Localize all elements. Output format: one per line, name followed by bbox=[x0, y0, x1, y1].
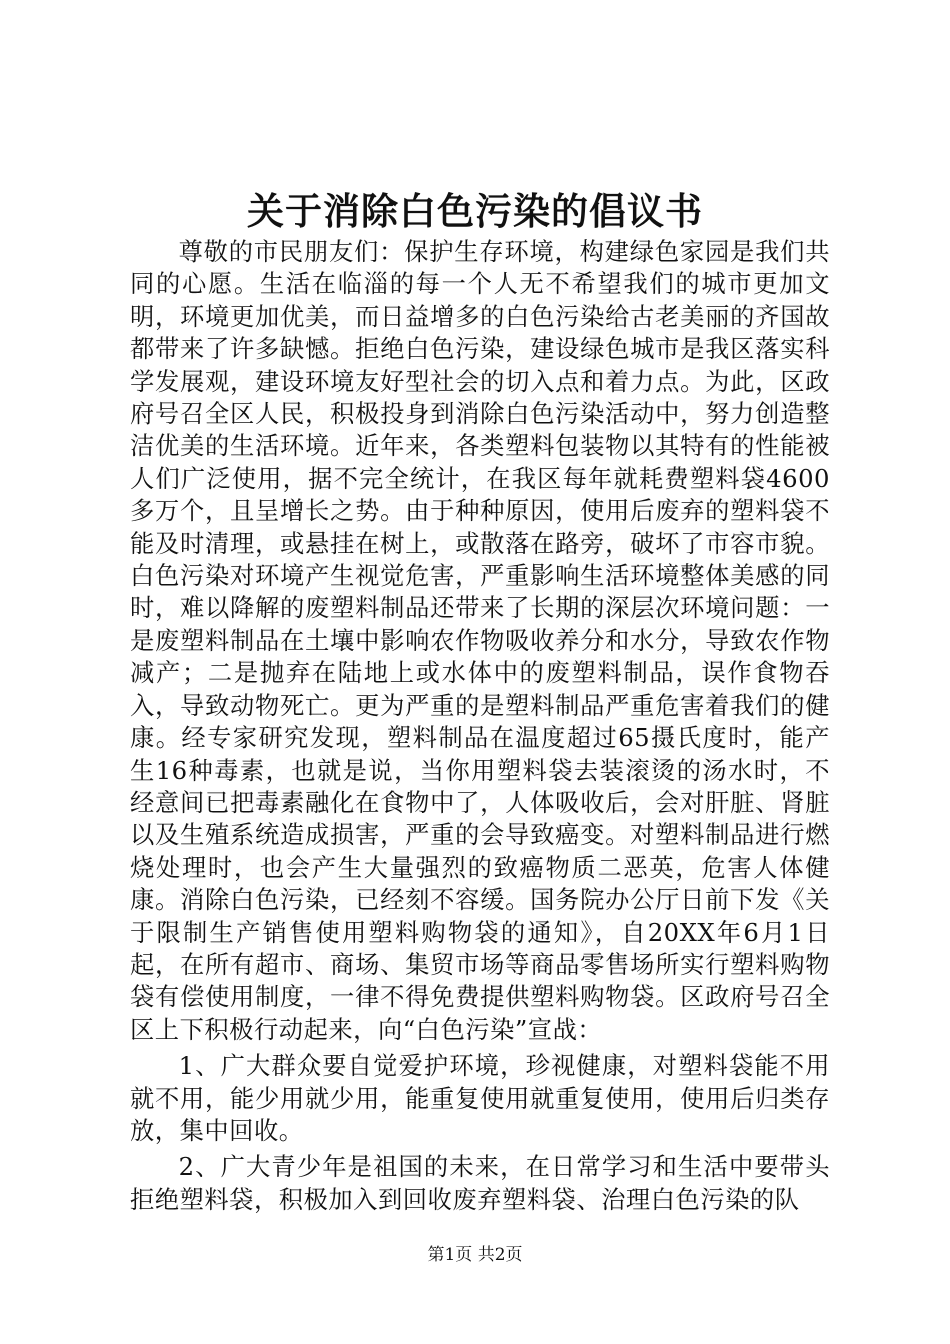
paragraph-intro: 尊敬的市民朋友们：保护生存环境，构建绿色家园是我们共同的心愿。生活在临淄的每一个人无不希望我们的城市更加文明，环境更加优美，而日益增多的白色污染给古老美丽的齐国故都带来了许多缺憾。拒绝白色污染，建设绿色城市是我区落实科学发展观，建设环境友好型社会的切入点和着力点。为此，区政府号召全区人民，积极投身到消除白色污染活动中，努力创造整洁优美的生活环境。近年来，各类塑料包装物以其特有的性能被人们广泛使用，据不完全统计，在我区每年就耗费塑料袋4600多万个，且呈增长之势。由于种种原因，使用后废弃的塑料袋不能及时清理，或悬挂在树上，或散落在路旁，破坏了市容市貌。白色污染对环境产生视觉危害，严重影响生活环境整体美感的同时，难以降解的废塑料制品还带来了长期的深层次环境问题：一是废塑料制品在土壤中影响农作物吸收养分和水分，导致农作物减产；二是抛弃在陆地上或水体中的废塑料制品，误作食物吞入，导致动物死亡。更为严重的是塑料制品严重危害着我们的健康。经专家研究发现，塑料制品在温度超过65摄氏度时，能产生16种毒素，也就是说，当你用塑料袋去装滚烫的汤水时，不经意间已把毒素融化在食物中了，人体吸收后，会对肝脏、肾脏以及生殖系统造成损害，严重的会导致癌变。对塑料制品进行燃烧处理时，也会产生大量强烈的致癌物质二恶英，危害人体健康。消除白色污染，已经刻不容缓。国务院办公厅日前下发《关于限制生产销售使用塑料购物袋的通知》，自20XX年6月1日起，在所有超市、商场、集贸市场等商品零售场所实行塑料购物袋有偿使用制度，一律不得免费提供塑料购物袋。区政府号召全区上下积极行动起来，向“白色污染”宣战： bbox=[130, 237, 830, 1044]
document-body bbox=[130, 236, 830, 1216]
paragraph-item-2: 2、广大青少年是祖国的未来，在日常学习和生活中要带头拒绝塑料袋，积极加入到回收废弃塑料袋、治理白色污染的队 bbox=[130, 1152, 830, 1214]
page-number: 第1页 共2页 bbox=[427, 1245, 523, 1265]
paragraph-item-1: 1、广大群众要自觉爱护环境，珍视健康，对塑料袋能不用就不用，能少用就少用，能重复使用就重复使用，使用后归类存放，集中回收。 bbox=[130, 1051, 830, 1145]
document-title: 关于消除白色污染的倡议书 bbox=[247, 189, 703, 233]
